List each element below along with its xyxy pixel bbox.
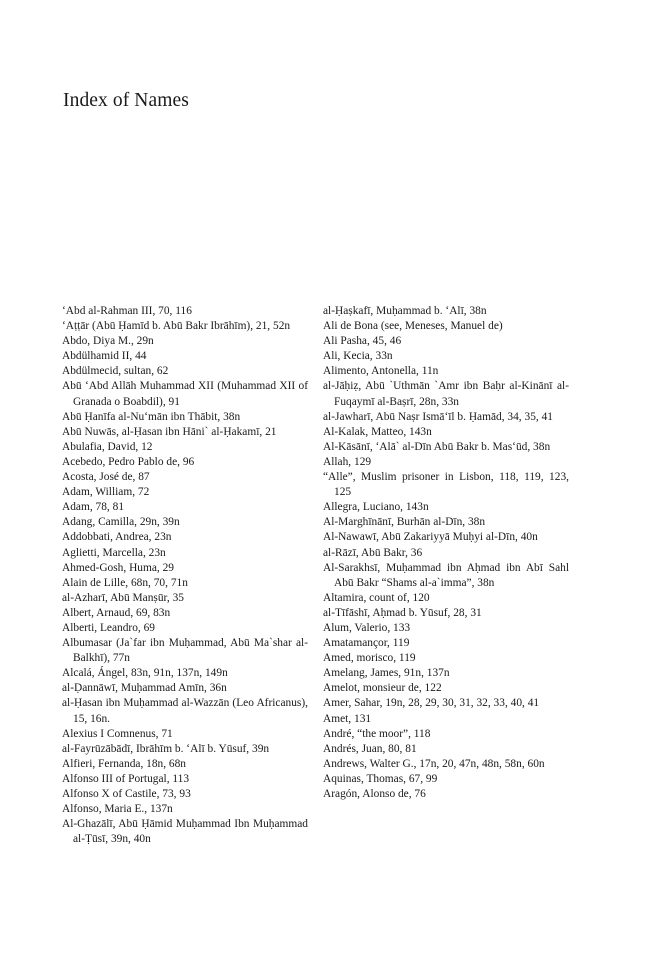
index-entry: Ali Pasha, 45, 46 [323,335,402,348]
index-entry: al-Ḥaṣkafī, Muḥammad b. ‘Alī, 38n [323,305,487,317]
index-entry: Al-Ghazālī, Abū Ḥāmid Muḥammad Ibn Muḥammad al-Ṭūsī, 39n, 40n [62,818,308,846]
index-entry: Alexius I Comnenus, 71 [62,727,173,740]
index-entry: Alfieri, Fernanda, 18n, 68n [62,757,187,770]
index-entry: Amelang, James, 91n, 137n [323,667,450,680]
index-entry: Adam, 78, 81 [62,501,125,514]
index-entry: Amer, Sahar, 19n, 28, 29, 30, 31, 32, 33, 40, 41 [323,697,540,710]
index-entry: Aquinas, Thomas, 67, 99 [323,772,438,785]
index-entry: Alum, Valerio, 133 [323,621,411,634]
index-entry: al-Jawharī, Abū Naṣr Ismā‘īl b. Ḥamād, 34, 35, 41 [323,410,553,423]
index-entry: Abū Ḥanīfa al-Nu‘mān ibn Thābit, 38n [62,410,241,423]
index-entry: Andrews, Walter G., 17n, 20, 47n, 48n, 58n, 60n [323,757,545,770]
index-entry: Abdülmecid, sultan, 62 [62,365,169,378]
index-entry: al-Tīfāshī, Aḥmad b. Yūsuf, 28, 31 [323,606,482,619]
index-entry: Abū ‘Abd Allāh Muhammad XII (Muhammad XII of Granada o Boabdil), 91 [62,380,308,408]
index-entry: Ali de Bona (see, Meneses, Manuel de) [323,320,503,333]
index-entry: Amelot, monsieur de, 122 [323,682,442,695]
index-entry: ‘Abd al-Rahman III, 70, 116 [62,305,192,317]
index-entry: al-Azharī, Abū Manṣūr, 35 [62,591,184,604]
index-entry: Albert, Arnaud, 69, 83n [62,606,171,619]
index-entry: Adam, William, 72 [62,486,150,499]
index-entry: Addobbati, Andrea, 23n [62,531,172,544]
index-entry: Abulafia, David, 12 [62,440,153,453]
index-entry: al-Jāḥiẓ, Abū `Uthmān `Amr ibn Baḥr al-Kinānī al-Fuqaymī al-Baṣrī, 28n, 33n [323,380,569,408]
index-entry: al-Fayrūzābādī, Ibrāhīm b. ‘Alī b. Yūsuf, 39n [62,742,270,755]
index-entry: Al-Kalak, Matteo, 143n [323,425,432,438]
index-entry: Ali, Kecia, 33n [323,350,393,363]
index-entry: Abdülhamid II, 44 [62,350,147,363]
index-column-left [62,304,308,847]
index-entry: Altamira, count of, 120 [323,591,430,604]
index-entry: Albumasar (Ja`far ibn Muḥammad, Abū Ma`shar al-Balkhī), 77n [62,637,308,665]
index-entry: Ahmed-Gosh, Huma, 29 [62,561,174,574]
index-entry: Alfonso, Maria E., 137n [62,803,173,816]
index-entry: Acosta, José de, 87 [62,471,150,484]
index-entry: Acebedo, Pedro Pablo de, 96 [62,455,195,468]
index-entry: al-Ḍannāwī, Muḥammad Amīn, 36n [62,682,227,695]
index-entry: Al-Marghīnānī, Burhān al-Dīn, 38n [323,516,486,529]
index-entry: al-Ḥasan ibn Muḥammad al-Wazzān (Leo Africanus), 15, 16n. [62,697,308,725]
index-entry: Al-Sarakhsī, Muḥammad ibn Aḥmad ibn Abī Sahl Abū Bakr “Shams al-a`imma”, 38n [323,561,569,589]
index-entry: Alberti, Leandro, 69 [62,621,155,634]
index-entry: Amatamançor, 119 [323,637,410,650]
index-entry: Andrés, Juan, 80, 81 [323,742,417,755]
index-entry: Alfonso III of Portugal, 113 [62,772,190,785]
index-entry: Alfonso X of Castile, 73, 93 [62,788,191,800]
index-entry: Allah, 129 [323,455,372,468]
index-entry: Abū Nuwās, al-Ḥasan ibn Hāni` al-Ḥakamī, 21 [62,425,277,438]
index-entry: Alcalá, Ángel, 83n, 91n, 137n, 149n [62,667,228,680]
index-entry: André, “the moor”, 118 [323,727,431,740]
index-entry: Aglietti, Marcella, 23n [62,546,166,559]
index-entry: Aragón, Alonso de, 76 [323,788,426,800]
index-entry: Alimento, Antonella, 11n [323,365,439,378]
index-entry: ‘Aṭṭār (Abū Ḥamīd b. Abū Bakr Ibrāhīm), 21, 52n [62,320,291,333]
index-entry: Amed, morisco, 119 [323,652,416,665]
page-title: Index of Names [63,90,189,111]
index-entry: Abdo, Diya M., 29n [62,335,154,348]
index-entry: Adang, Camilla, 29n, 39n [62,516,180,529]
index-entry: “Alle”, Muslim prisoner in Lisbon, 118, 119, 123, 125 [323,471,569,499]
index-entry: al-Rāzī, Abū Bakr, 36 [323,546,423,559]
index-column-right [323,304,569,802]
index-entry: Allegra, Luciano, 143n [323,501,429,514]
index-entry: Al-Kāsānī, ‘Alā` al-Dīn Abū Bakr b. Mas‘ūd, 38n [323,440,551,453]
index-entry: Amet, 131 [323,712,372,725]
index-entry: Alain de Lille, 68n, 70, 71n [62,576,188,589]
index-entry: Al-Nawawī, Abū Zakariyyā Muḥyi al-Dīn, 40n [323,531,538,544]
